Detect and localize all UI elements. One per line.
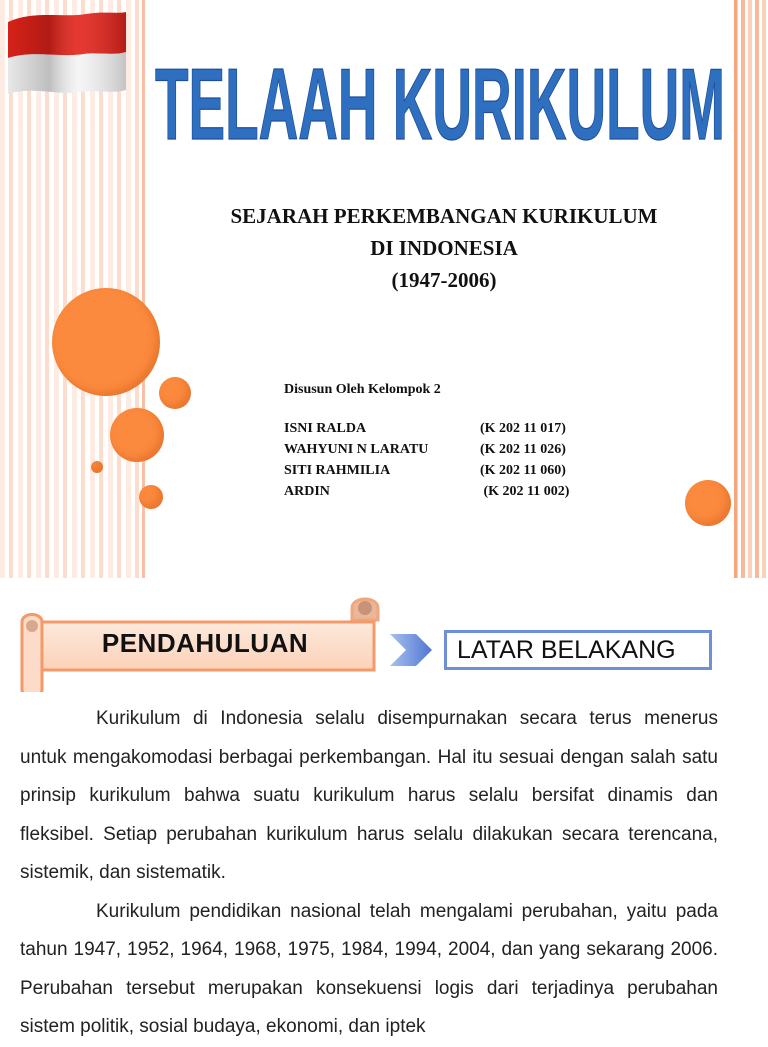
heading-line-2: DI INDONESIA <box>370 236 518 260</box>
subheading-box: LATAR BELAKANG <box>444 630 712 670</box>
indonesia-flag-icon <box>4 8 130 94</box>
decorative-circle <box>52 288 160 396</box>
chevron-right-icon <box>388 630 434 670</box>
member-id: (K 202 11 060) <box>480 463 566 478</box>
member-id: (K 202 11 017) <box>480 421 566 436</box>
member-row <box>284 439 569 460</box>
heading-line-3: (1947-2006) <box>391 268 497 292</box>
member-id: (K 202 11 002) <box>480 484 570 499</box>
slide-heading <box>180 200 708 296</box>
decorative-circle <box>159 377 191 409</box>
decorative-circle <box>110 408 164 462</box>
member-id: (K 202 11 026) <box>480 442 566 457</box>
member-name: ARDIN <box>284 484 330 499</box>
banner-label: PENDAHULUAN <box>101 628 309 658</box>
member-name: ISNI RALDA <box>284 421 367 436</box>
member-row <box>284 481 569 502</box>
author-intro: Disusun Oleh Kelompok 2 <box>284 382 441 397</box>
heading-line-1: SEJARAH PERKEMBANGAN KURIKULUM <box>230 204 658 228</box>
right-stripe-decoration <box>734 0 768 578</box>
member-row <box>284 418 569 439</box>
member-name: SITI RAHMILIA <box>284 463 391 478</box>
body-text <box>20 700 718 1047</box>
decorative-circle <box>685 480 731 526</box>
author-block <box>284 382 569 502</box>
member-row <box>284 460 569 481</box>
decorative-circle <box>91 461 103 473</box>
content-slide <box>0 578 768 1037</box>
paragraph: Kurikulum pendidikan nasional telah mengalami perubahan, yaitu pada tahun 1947, 1952, 1964, 1968, 1975, 1984, 1994, 2004, dan yang sekarang 2006. Perubahan tersebut merupakan konsekuensi logis dari terjadinya perubahan sistem politik, sosial budaya, ekonomi, dan iptek <box>20 900 718 1037</box>
title-text: TELAAH KURIKULUM <box>155 48 725 150</box>
paragraph: Kurikulum di Indonesia selalu disempurnakan secara terus menerus untuk mengakomodasi berbagai perkembangan. Hal itu sesuai dengan salah satu prinsip kurikulum bahwa suatu kurikulum harus selalu bersifat dinamis dan fleksibel. Setiap perubahan kurikulum harus selalu dilakukan secara terencana, sistemik, dan sistematik. <box>20 708 718 883</box>
member-name: WAHYUNI N LARATU <box>284 442 429 457</box>
title-wordart <box>150 30 730 150</box>
decorative-circle <box>139 485 163 509</box>
